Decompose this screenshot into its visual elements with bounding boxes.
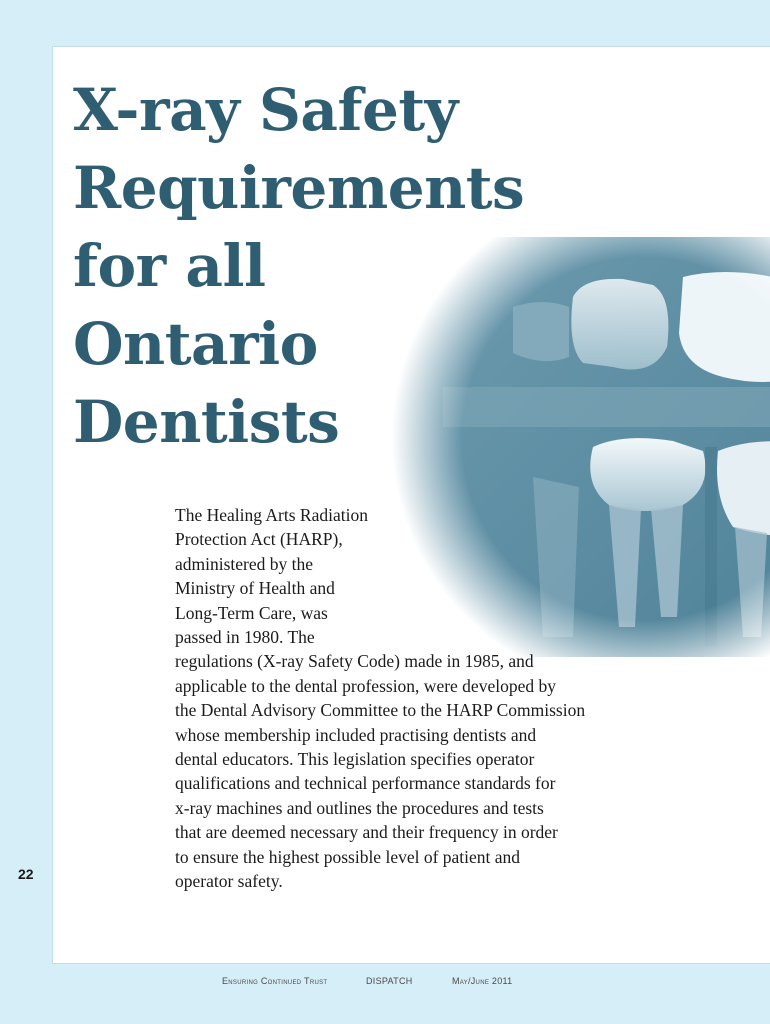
title-line: Dentists [73, 388, 340, 456]
body-line: whose membership included practising dentists and [175, 724, 537, 745]
article-title [73, 71, 633, 461]
page-footer [0, 976, 770, 990]
body-line: the Dental Advisory Committee to the HARP Commission [175, 700, 586, 721]
footer-tagline: Ensuring Continued Trust [222, 976, 328, 986]
body-line: Protection Act (HARP), [175, 529, 343, 550]
body-line: regulations (X-ray Safety Code) made in 1985, and [175, 651, 534, 672]
article-page [52, 46, 770, 964]
title-line: for all [73, 232, 266, 300]
body-line: Long-Term Care, was [175, 602, 328, 623]
body-line: to ensure the highest possible level of patient and [175, 846, 521, 867]
body-line: administered by the [175, 553, 314, 574]
footer-publication: DISPATCH [366, 976, 413, 986]
title-line: X-ray Safety [73, 76, 458, 144]
body-line: The Healing Arts Radiation [175, 505, 368, 525]
body-line: operator safety. [175, 871, 283, 892]
page-number: 22 [18, 866, 34, 882]
body-line: applicable to the dental profession, were developed by [175, 675, 556, 696]
body-line: that are deemed necessary and their frequency in order [175, 822, 558, 843]
title-line: Ontario [73, 310, 318, 378]
article-body [175, 503, 625, 894]
body-line: x-ray machines and outlines the procedures and tests [175, 797, 544, 818]
footer-issue-date: May/June 2011 [452, 976, 513, 986]
body-line: passed in 1980. The [175, 627, 315, 648]
body-line: dental educators. This legislation specifies operator [175, 749, 535, 770]
body-line: qualifications and technical performance standards for [175, 773, 556, 794]
title-line: Requirements [73, 154, 525, 222]
body-line: Ministry of Health and [175, 578, 335, 599]
